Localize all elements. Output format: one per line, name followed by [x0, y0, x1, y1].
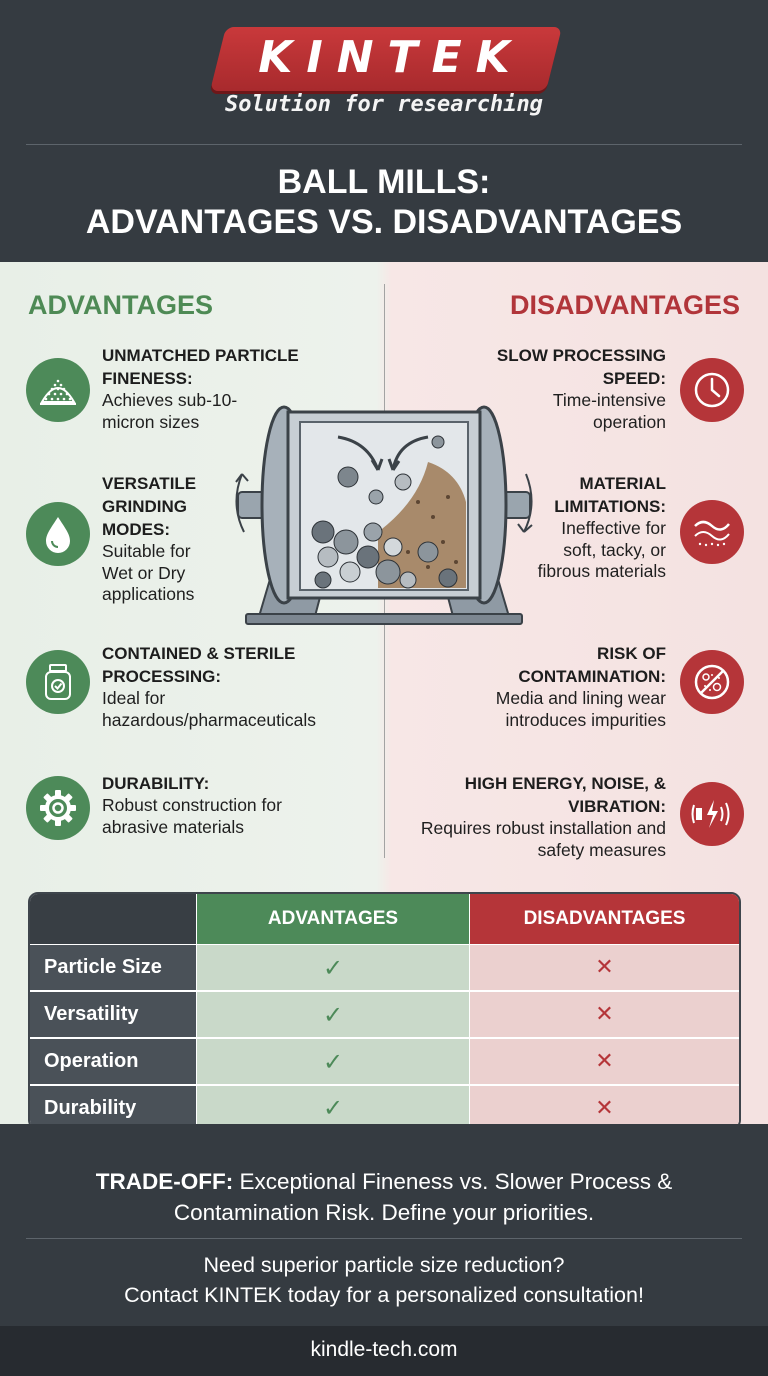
advantage-title: CONTAINED & STERILE PROCESSING:	[102, 644, 296, 686]
ball-mill-illustration	[228, 382, 540, 632]
page-title-line-1: BALL MILLS:	[277, 163, 491, 201]
row-label: Operation	[30, 1039, 196, 1084]
brand-logo: KINTEK	[258, 32, 524, 83]
comparison-table	[28, 892, 741, 1130]
disadvantage-title: RISK OF CONTAMINATION:	[518, 644, 666, 686]
page-title-line-2: ADVANTAGES VS. DISADVANTAGES	[85, 203, 683, 241]
contamination-icon	[680, 650, 744, 714]
disadvantage-title: HIGH ENERGY, NOISE, & VIBRATION:	[464, 774, 666, 816]
table-row	[30, 944, 739, 990]
disadvantages-heading: DISADVANTAGES	[509, 290, 740, 320]
table-header-row	[30, 894, 739, 944]
powder-pile-icon	[26, 358, 90, 422]
advantage-text: Achieves sub-10-micron sizes	[102, 390, 238, 432]
advantage-text: Robust construction for abrasive materials	[102, 795, 282, 837]
cross-icon: ✕	[595, 955, 614, 980]
advantage-title: VERSATILE GRINDING MODES:	[102, 474, 197, 539]
disadvantage-text: Ineffective for soft, tacky, or fibrous materials	[537, 518, 666, 581]
disadvantage-item-contamination	[388, 642, 768, 732]
check-icon: ✓	[322, 953, 344, 982]
header	[0, 0, 768, 262]
disadvantage-text: Time-intensive operation	[552, 390, 666, 432]
disadvantage-text: Media and lining wear introduces impurities	[495, 688, 666, 730]
cta-line-2: Contact KINTEK today for a personalized consultation!	[124, 1283, 644, 1307]
clock-icon	[680, 358, 744, 422]
cta-line-1: Need superior particle size reduction?	[203, 1253, 565, 1277]
comparison-panel	[0, 262, 768, 1124]
disadvantage-title: SLOW PROCESSING SPEED:	[496, 346, 666, 388]
disadvantage-item-energy	[388, 772, 768, 872]
gear-icon	[26, 776, 90, 840]
advantages-heading: ADVANTAGES	[28, 290, 214, 320]
table-header-blank	[30, 894, 196, 944]
row-label: Versatility	[30, 992, 196, 1037]
row-label: Durability	[30, 1086, 196, 1130]
noise-vibration-icon	[680, 782, 744, 846]
website-link[interactable]: kindle-tech.com	[310, 1338, 458, 1361]
tradeoff-summary	[30, 1166, 738, 1228]
check-icon: ✓	[322, 1000, 344, 1029]
cross-icon: ✕	[595, 1002, 614, 1027]
footer-divider	[26, 1238, 742, 1239]
advantage-title: UNMATCHED PARTICLE FINENESS:	[102, 346, 299, 388]
advantage-item-contained	[0, 642, 380, 732]
table-row	[30, 1038, 739, 1084]
cross-icon: ✕	[595, 1095, 614, 1121]
table-header-disadvantages: DISADVANTAGES	[469, 894, 739, 944]
advantage-text: Suitable for Wet or Dry applications	[102, 541, 195, 604]
cross-icon: ✕	[595, 1049, 614, 1074]
table-row	[30, 991, 739, 1037]
tradeoff-label: TRADE-OFF:	[95, 1169, 234, 1194]
advantage-title: DURABILITY:	[102, 774, 210, 793]
tradeoff-text: Exceptional Fineness vs. Slower Process & Contamination Risk. Define your priorities.	[173, 1169, 673, 1225]
footer	[0, 1124, 768, 1326]
disadvantage-title: MATERIAL LIMITATIONS:	[554, 474, 666, 516]
header-divider	[26, 144, 742, 145]
sealed-jar-icon	[26, 650, 90, 714]
website-bar	[0, 1326, 768, 1376]
advantage-text: Ideal for hazardous/pharmaceuticals	[102, 688, 317, 730]
water-drop-icon	[26, 502, 90, 566]
call-to-action	[30, 1250, 738, 1310]
disadvantage-text: Requires robust installation and safety measures	[420, 818, 666, 860]
table-header-advantages: ADVANTAGES	[196, 894, 469, 944]
check-icon: ✓	[322, 1047, 344, 1076]
check-icon: ✓	[322, 1094, 344, 1122]
soft-material-icon	[680, 500, 744, 564]
advantage-item-durability	[0, 772, 380, 852]
brand-tagline: Solution for researching	[225, 92, 543, 117]
row-label: Particle Size	[30, 945, 196, 990]
